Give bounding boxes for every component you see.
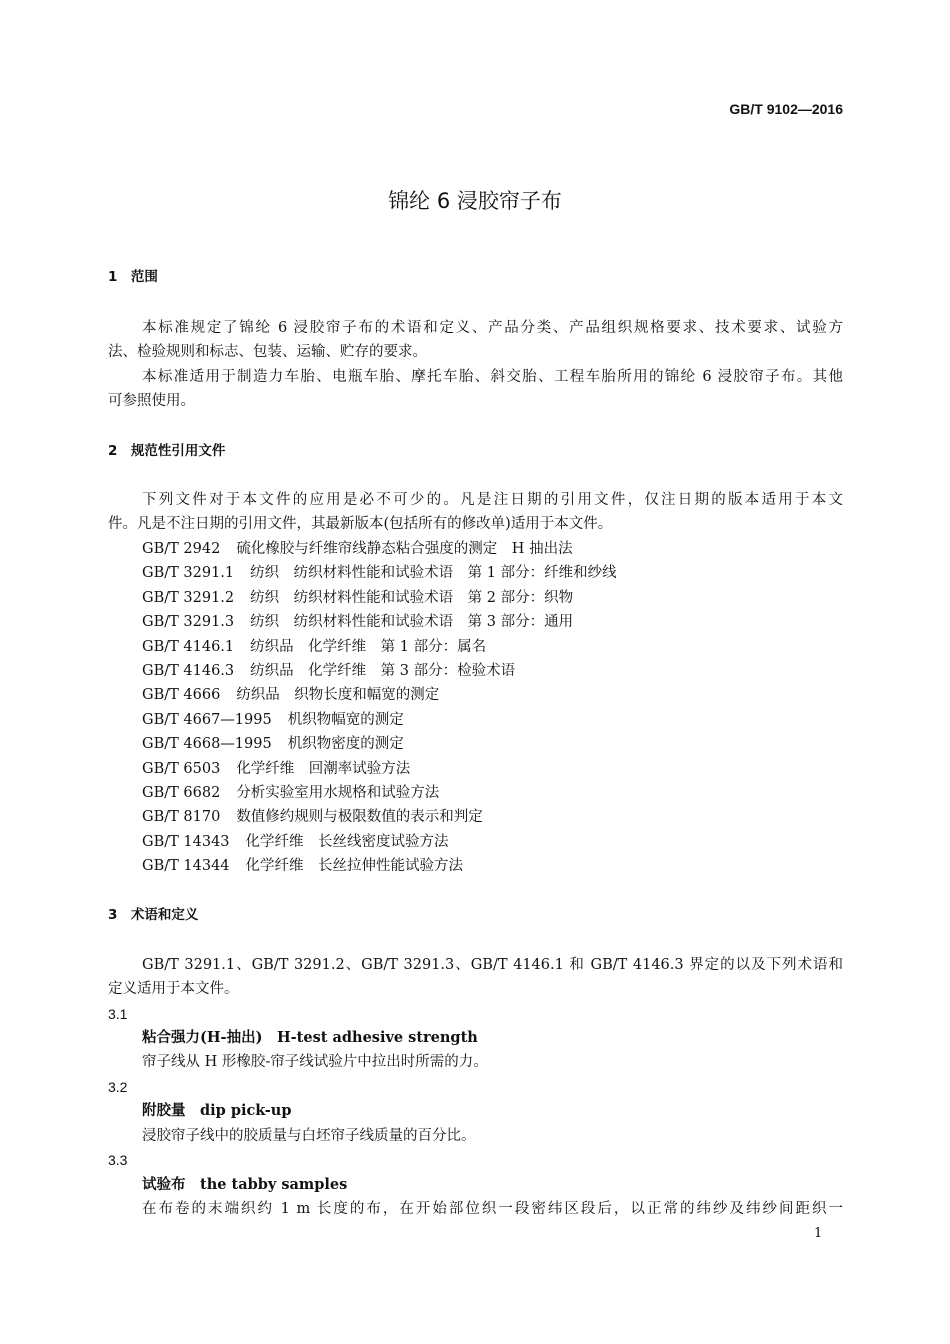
reference-code: GB/T 14343 — [142, 833, 230, 850]
reference-title: 纺织品 织物长度和幅宽的测定 — [236, 687, 440, 704]
paragraph-line: 下列文件对于本文件的应用是必不可少的。凡是注日期的引用文件，仅注日期的版本适用于本文 — [142, 492, 843, 508]
term-title: 粘合强力(H-抽出) H-test adhesive strength — [142, 1029, 478, 1046]
section-3-heading: 3 术语和定义 — [108, 907, 199, 923]
reference-title: 化学纤维 长丝拉伸性能试验方法 — [245, 858, 464, 875]
term-number: 3.1 — [108, 1006, 128, 1022]
reference-code: GB/T 8170 — [142, 809, 221, 826]
reference-item — [142, 685, 439, 705]
reference-title: 纺织 纺织材料性能和试验术语 第 3 部分：通用 — [250, 614, 574, 631]
reference-item — [142, 563, 617, 583]
term-definition: 在布卷的末端织约 1 m 长度的布，在开始部位织一段密纬区段后，以正常的纬纱及纬纱间距织一 — [142, 1201, 843, 1217]
reference-code: GB/T 4668—1995 — [142, 736, 272, 753]
paragraph-line: 件。凡是不注日期的引用文件，其最新版本(包括所有的修改单)适用于本文件。 — [108, 516, 613, 532]
reference-code: GB/T 4146.3 — [142, 663, 235, 679]
reference-item — [142, 783, 439, 803]
reference-item — [142, 612, 573, 632]
term-title: 附胶量 dip pick-up — [142, 1102, 292, 1119]
reference-title: 机织物幅宽的测定 — [287, 711, 404, 728]
standard-number: GB/T 9102—2016 — [729, 101, 843, 117]
reference-title: 纺织 纺织材料性能和试验术语 第 2 部分：织物 — [250, 589, 574, 606]
reference-code: GB/T 3291.2 — [142, 589, 235, 606]
paragraph-line: 可参照使用。 — [108, 393, 195, 409]
term-definition: 浸胶帘子线中的胶质量与白坯帘子线质量的百分比。 — [142, 1128, 476, 1144]
reference-item — [142, 734, 404, 754]
reference-title: 机织物密度的测定 — [287, 736, 404, 753]
reference-item — [142, 710, 404, 730]
reference-title: 纺织 纺织材料性能和试验术语 第 1 部分：纤维和纱线 — [250, 565, 617, 582]
reference-code: GB/T 2942 — [142, 541, 221, 557]
term-title: 试验布 the tabby samples — [142, 1176, 348, 1193]
paragraph-line: 本标准规定了锦纶 6 浸胶帘子布的术语和定义、产品分类、产品组织规格要求、技术要求、试验方 — [142, 320, 843, 336]
page-number: 1 — [814, 1226, 823, 1241]
paragraph-line: 法、检验规则和标志、包装、运输、贮存的要求。 — [108, 344, 427, 360]
reference-title: 化学纤维 回潮率试验方法 — [236, 760, 411, 777]
section-2-heading: 2 规范性引用文件 — [108, 443, 226, 459]
reference-title: 纺织品 化学纤维 第 3 部分：检验术语 — [250, 663, 516, 679]
reference-code: GB/T 14344 — [142, 858, 230, 875]
reference-item — [142, 637, 486, 657]
reference-code: GB/T 6503 — [142, 760, 221, 777]
term-definition: 帘子线从 H 形橡胶-帘子线试验片中拉出时所需的力。 — [142, 1054, 488, 1070]
reference-code: GB/T 3291.1 — [142, 565, 235, 582]
reference-item — [142, 539, 573, 559]
reference-code: GB/T 6682 — [142, 785, 221, 801]
paragraph-line: GB/T 3291.1、GB/T 3291.2、GB/T 3291.3、GB/T 4146.1 和 GB/T 4146.3 界定的以及下列术语和 — [142, 957, 843, 973]
term-number: 3.3 — [108, 1152, 128, 1168]
reference-title: 分析实验室用水规格和试验方法 — [236, 785, 440, 801]
reference-title: 纺织品 化学纤维 第 1 部分：属名 — [250, 638, 487, 655]
term-number: 3.2 — [108, 1079, 128, 1095]
reference-title: 化学纤维 长丝线密度试验方法 — [245, 833, 449, 850]
reference-item — [142, 856, 463, 876]
reference-item — [142, 588, 573, 608]
reference-item — [142, 661, 515, 681]
reference-code: GB/T 4667—1995 — [142, 711, 272, 728]
reference-item — [142, 832, 449, 852]
reference-code: GB/T 3291.3 — [142, 614, 235, 631]
document-title: 锦纶 6 浸胶帘子布 — [388, 189, 562, 213]
paragraph-line: 定义适用于本文件。 — [108, 981, 239, 997]
reference-item — [142, 807, 483, 827]
reference-title: 硫化橡胶与纤维帘线静态粘合强度的测定 H 抽出法 — [236, 541, 573, 557]
reference-code: GB/T 4146.1 — [142, 638, 235, 655]
reference-title: 数值修约规则与极限数值的表示和判定 — [236, 809, 483, 826]
reference-code: GB/T 4666 — [142, 687, 221, 704]
section-1-heading: 1 范围 — [108, 269, 158, 285]
reference-item — [142, 759, 410, 779]
paragraph-line: 本标准适用于制造力车胎、电瓶车胎、摩托车胎、斜交胎、工程车胎所用的锦纶 6 浸胶帘子布。其他 — [142, 369, 843, 385]
